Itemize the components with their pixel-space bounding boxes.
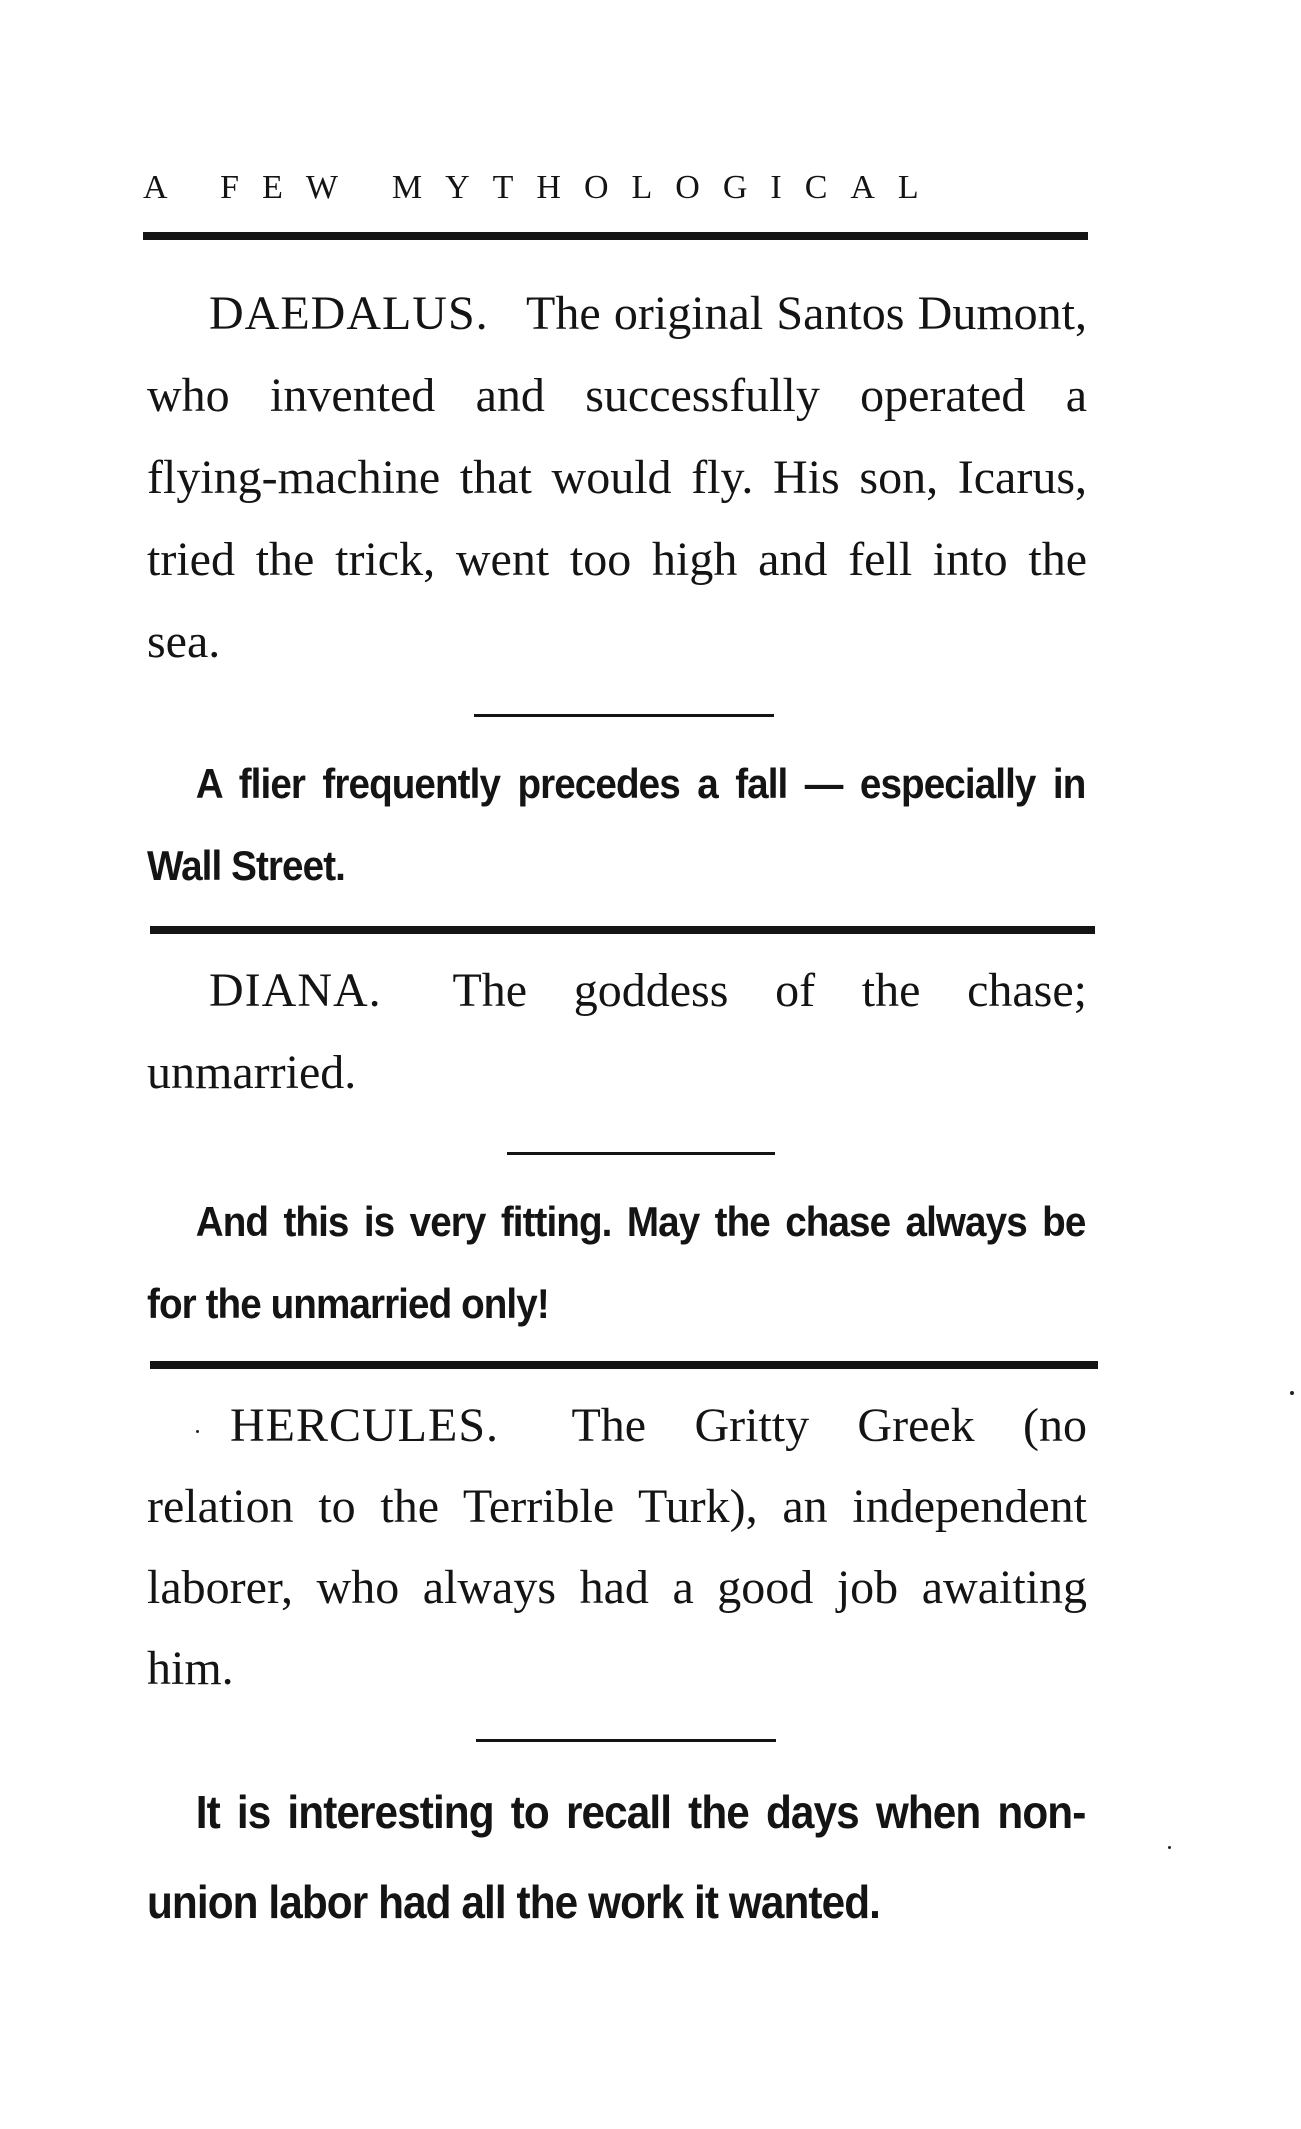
entry-daedalus	[147, 273, 1087, 683]
entry-head: DIANA.	[209, 964, 407, 1017]
entry-rule	[150, 926, 1095, 934]
entry-body: The goddess of the chase; unmarried.	[147, 964, 1087, 1099]
paper-speck	[1290, 1391, 1294, 1395]
paper-speck	[196, 1430, 199, 1433]
section-divider	[476, 1739, 776, 1742]
entry-diana	[147, 950, 1087, 1114]
entry-body: The Gritty Greek (no relation to the Terrible Turk), an independent laborer, who always had a good job awaiting him.	[147, 1399, 1087, 1695]
entry-head: DAEDALUS.	[209, 287, 514, 340]
comment-daedalus: A flier frequently precedes a fall — especially in Wall Street.	[147, 760, 1086, 889]
entry-head: HERCULES.	[230, 1399, 525, 1452]
paper-speck	[1168, 1846, 1171, 1849]
section-divider	[474, 714, 774, 717]
comment-diana: And this is very fitting. May the chase always be for the unmarried only!	[147, 1198, 1086, 1327]
header-rule	[143, 232, 1088, 240]
entry-rule	[150, 1361, 1098, 1369]
entry-hercules	[147, 1385, 1087, 1709]
comment-hercules: It is interesting to recall the days when non-union labor had all the work it wanted.	[147, 1786, 1086, 1928]
section-divider	[507, 1152, 775, 1155]
entry-body: The original Santos Dumont, who invented and successfully operated a flying-machine that would fly. His son, Icarus, tried the trick, went too high and fell into the sea.	[147, 287, 1087, 668]
running-head: A FEW MYTHOLOGICAL	[143, 169, 942, 206]
